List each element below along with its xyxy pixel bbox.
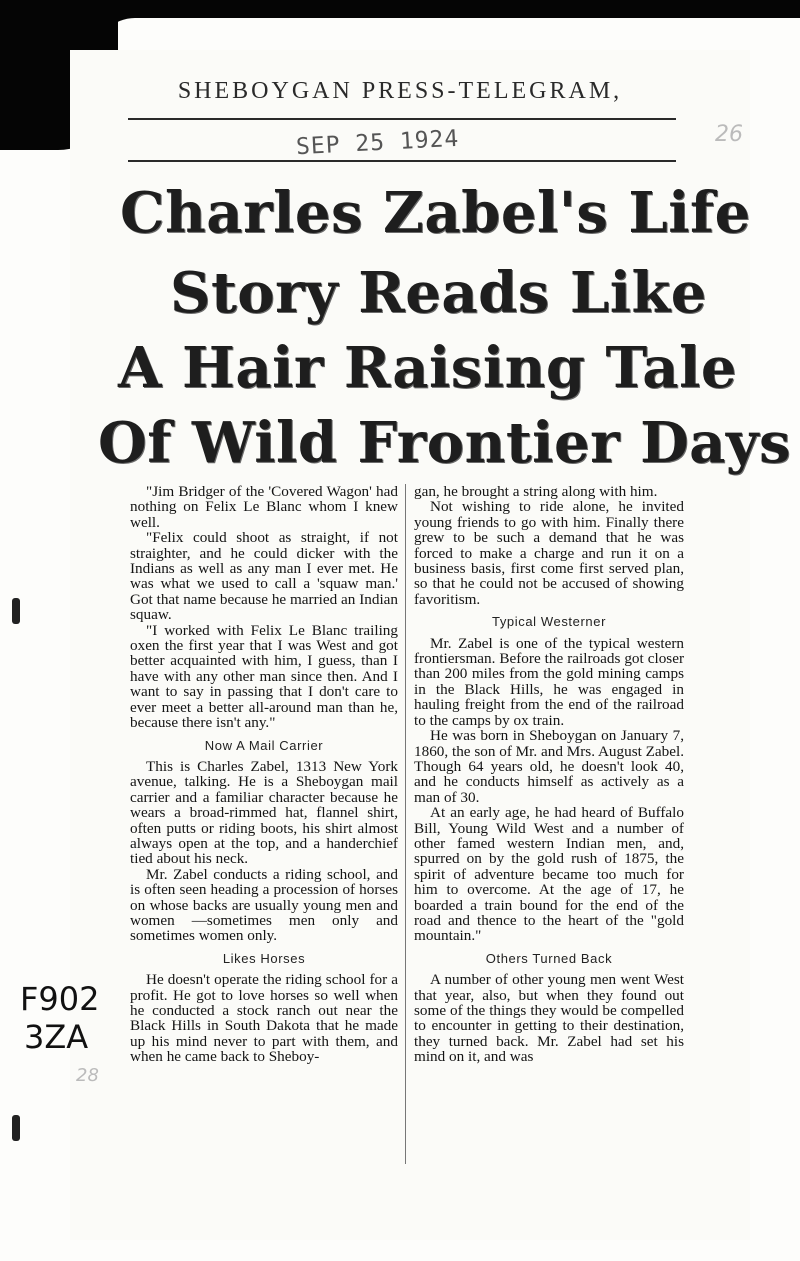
paragraph: He was born in Sheboygan on January 7, 1860, the son of Mr. and Mrs. August Zabel. Though 64 years old, he doesn't look 40, and he conducts himself as actively as a man of 30. xyxy=(414,727,684,806)
article-column-left xyxy=(130,484,398,1065)
subheading: Likes Horses xyxy=(222,950,306,966)
pencil-note: 28 xyxy=(76,1065,99,1086)
masthead-rule xyxy=(128,118,676,120)
paragraph: "I worked with Felix Le Blanc trailing oxen the first year that I was West and got better acquainted with him, I guess, than I have with any other man since then. And I want to say in passing that I don't care to ever meet a better all-around man than he, because there isn't any." xyxy=(130,621,398,732)
subheading: Now A Mail Carrier xyxy=(204,737,324,753)
headline-line-1: Charles Zabel's Life xyxy=(120,180,751,246)
paragraph: He doesn't operate the riding school for a profit. He got to love horses so well when he conducted a stock ranch out near the Black Hills in South Dakota that he made up his mind never to part with them, and when he came back to Sheboy- xyxy=(130,971,398,1066)
subheading: Others Turned Back xyxy=(485,950,613,966)
paragraph: Not wishing to ride alone, he invited young friends to go with him. Finally there grew to be such a demand that he was forced to make a charge and run it on a business basis, first come first served plan, so that he could not be accused of showing favoritism. xyxy=(414,498,684,608)
subheading: Typical Westerner xyxy=(492,614,606,630)
paragraph: "Jim Bridger of the 'Covered Wagon' had nothing on Felix Le Blanc whom I knew well. xyxy=(130,483,398,531)
date-stamp: SEP 25 1924 xyxy=(295,125,460,161)
paragraph: This is Charles Zabel, 1313 New York avenue, talking. He is a Sheboygan mail carrier and a familiar character because he wears a broad-rimmed hat, flannel shirt, often putts or riding boots, his shirt almost always open at the top, and a handerchief tied about his neck. xyxy=(130,757,398,868)
column-divider xyxy=(405,484,406,1164)
paragraph: Mr. Zabel is one of the typical western frontiersman. Before the railroads got closer than 200 miles from the gold mining camps in the Black Hills, he was engaged in hauling freight from the end of the railroad to the camps by ox train. xyxy=(414,634,684,729)
paragraph: A number of other young men went West that year, also, but when they found out some of the things they would be compelled to encounter in getting to their destination, they turned back. Mr. Zabel had set his mind on it, and was xyxy=(414,971,684,1066)
stamp-rule xyxy=(128,160,676,162)
headline-line-2: Story Reads Like xyxy=(170,260,707,326)
margin-mark xyxy=(12,598,20,624)
margin-mark xyxy=(12,1115,20,1141)
headline-line-4: Of Wild Frontier Days xyxy=(98,410,791,476)
article-column-right xyxy=(414,484,684,1065)
headline-line-3: A Hair Raising Tale xyxy=(118,335,737,401)
paragraph: Mr. Zabel conducts a riding school, and is often seen heading a procession of horses on whose backs are usually young men and women —sometimes men only and sometimes women only. xyxy=(130,865,398,945)
paragraph: gan, he brought a string along with him. xyxy=(414,483,658,500)
masthead: SHEBOYGAN PRESS-TELEGRAM, xyxy=(177,78,623,104)
handwritten-catalog-code: 3ZA xyxy=(24,1018,89,1056)
paragraph: At an early age, he had heard of Buffalo Bill, Young Wild West and a number of other famed western Indian men, and, spurred on by the gold rush of 1875, the spirit of adventure became too much for him to overcome. At the age of 17, he boarded a train bound for the end of the road and thence to the heart of the "gold mountain." xyxy=(414,804,684,945)
handwritten-catalog-number: F902 xyxy=(20,980,100,1018)
paragraph: "Felix could shoot as straight, if not straighter, and he could dicker with the Indians as well as any man I ever met. He was what we used to call a 'squaw man.' Got that name because he married an Indian squaw. xyxy=(130,529,398,624)
page-number-note: 26 xyxy=(715,122,743,147)
